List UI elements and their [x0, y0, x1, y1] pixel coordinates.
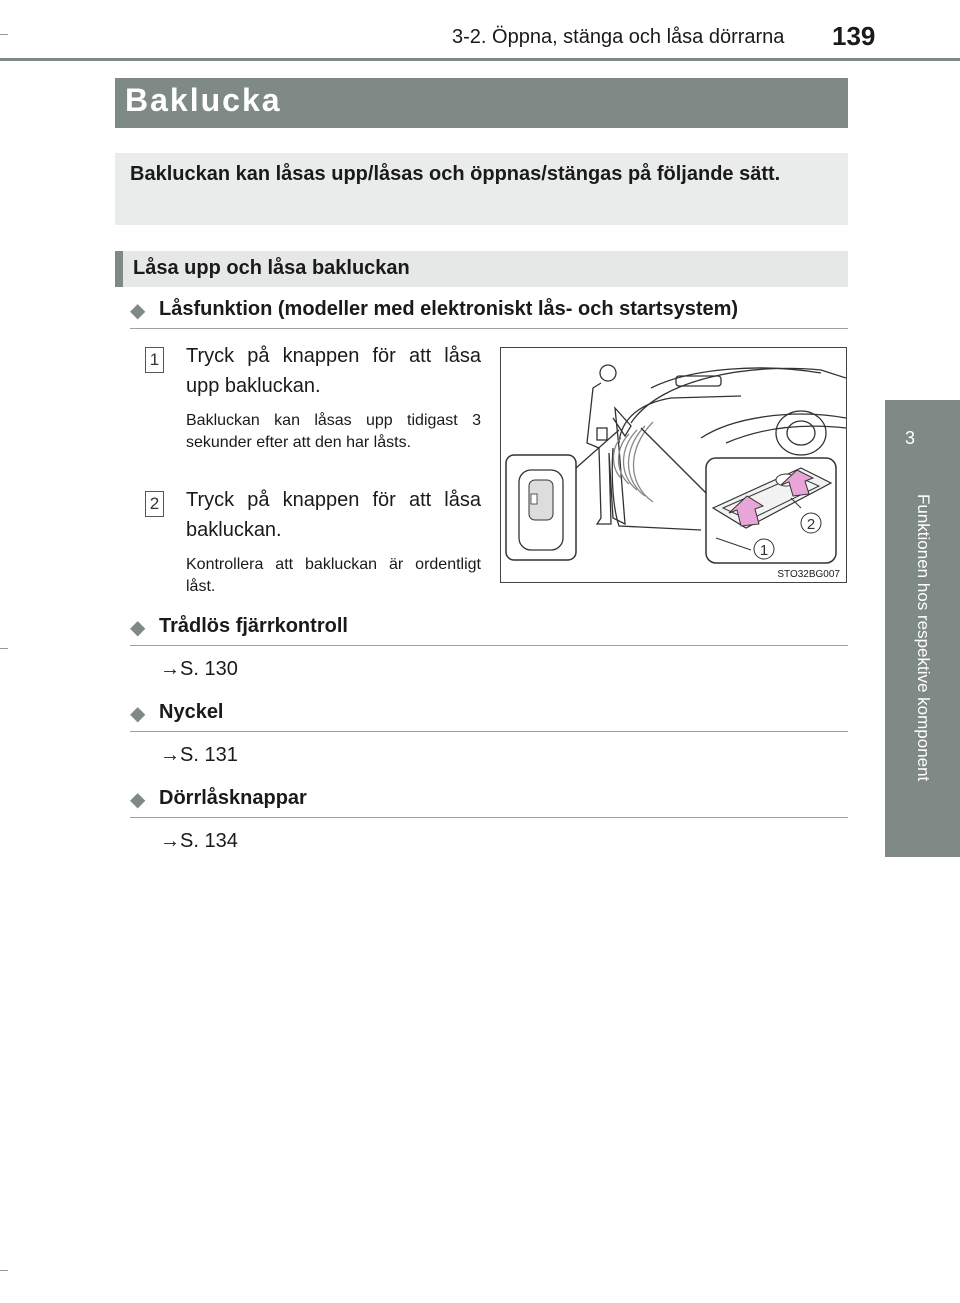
header-rule — [0, 58, 960, 61]
crop-mark — [0, 34, 8, 35]
header-section-title: 3-2. Öppna, stänga och låsa dörrarna — [452, 26, 785, 48]
tailgate-illustration — [500, 347, 847, 583]
key-page-reference[interactable]: →S. 131 — [160, 744, 238, 766]
remote-page-reference[interactable]: →S. 130 — [160, 658, 238, 680]
step-2-text: Tryck på knappen för att låsa bakluckan. — [186, 489, 481, 541]
diamond-icon: ◆ — [130, 789, 146, 811]
heading-text: Nyckel — [159, 701, 224, 723]
step-number-1: 1 — [145, 347, 164, 373]
subsection-title: Låsa upp och låsa bakluckan — [133, 257, 410, 279]
crop-mark — [0, 1270, 8, 1271]
tailgate-drawing — [501, 348, 846, 582]
step-number-2: 2 — [145, 491, 164, 517]
step-1-text: Tryck på knappen för att låsa upp bakluckan. — [186, 345, 481, 397]
illustration-code: STO32BG007 — [777, 569, 840, 580]
page-title-bar — [115, 78, 848, 128]
crop-mark — [0, 648, 8, 649]
diamond-icon: ◆ — [130, 617, 146, 639]
callout-1: 1 — [759, 542, 769, 559]
heading-text: Låsfunktion (modeller med elektroniskt lås- och startsystem) — [159, 298, 739, 320]
page-title: Baklucka — [125, 82, 282, 118]
door-lock-buttons-page-reference[interactable]: →S. 134 — [160, 830, 238, 852]
callout-2: 2 — [806, 516, 816, 533]
diamond-icon: ◆ — [130, 703, 146, 725]
remote-heading — [130, 609, 848, 646]
page-number: 139 — [832, 21, 876, 51]
step-1-note: Bakluckan kan låsas upp tidigast 3 sekunder efter att den har låsts. — [186, 412, 481, 451]
chapter-number: 3 — [904, 428, 915, 448]
diamond-icon: ◆ — [130, 300, 146, 322]
intro-box — [115, 153, 848, 225]
lock-function-heading — [130, 292, 848, 329]
chapter-side-tab — [885, 400, 960, 857]
chapter-title: Funktionen hos respektive komponent — [914, 494, 933, 782]
heading-text: Trådlös fjärrkontroll — [159, 615, 348, 637]
door-lock-buttons-heading — [130, 781, 848, 818]
heading-text: Dörrlåsknappar — [159, 787, 307, 809]
subsection-bar — [115, 251, 848, 287]
key-heading — [130, 695, 848, 732]
intro-text: Bakluckan kan låsas upp/låsas och öppnas/stängas på följande sätt. — [130, 163, 781, 185]
step-2-note: Kontrollera att bakluckan är ordentligt låst. — [186, 556, 481, 595]
